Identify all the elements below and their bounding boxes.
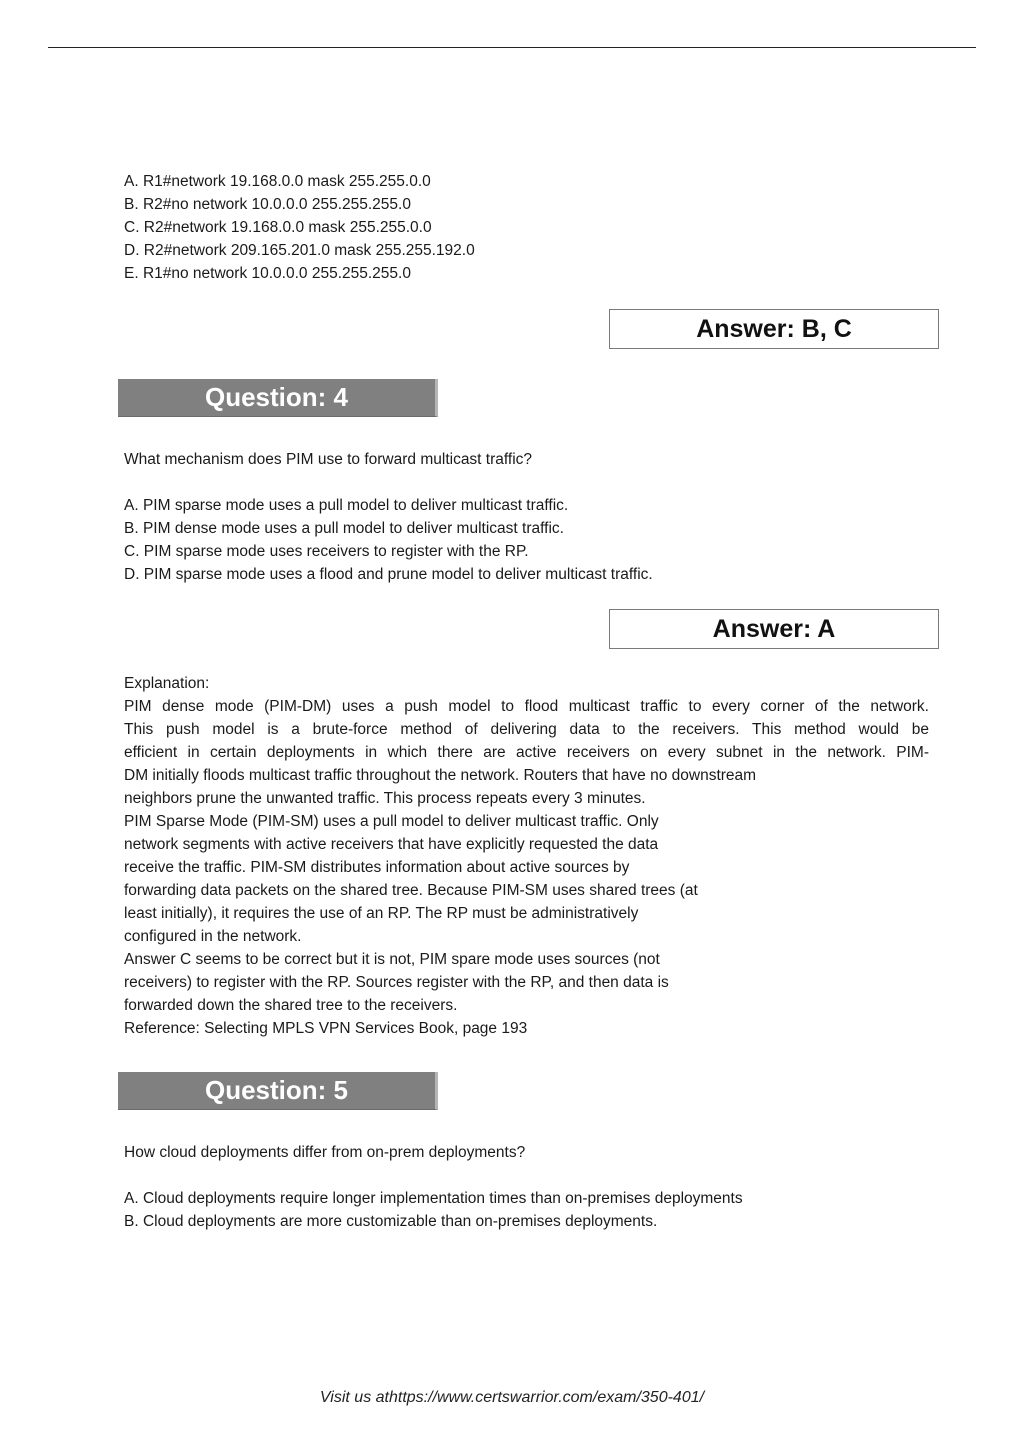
q3-option-b: B. R2#no network 10.0.0.0 255.255.255.0 xyxy=(124,196,411,213)
q4-title-bar: Question: 4 xyxy=(118,379,438,417)
footer-website-link[interactable]: Visit us athttps://www.certswarrior.com/exam/350-401/ xyxy=(319,1389,705,1406)
q5-prompt-block xyxy=(124,1141,929,1164)
q4-option-c: C. PIM sparse mode uses receivers to register with the RP. xyxy=(124,543,529,560)
q3-option-e: E. R1#no network 10.0.0.0 255.255.255.0 xyxy=(124,265,411,282)
q3-options-list xyxy=(124,170,929,285)
q4-option-d: D. PIM sparse mode uses a flood and prune model to deliver multicast traffic. xyxy=(124,566,653,583)
explanation-line: least initially), it requires the use of an RP. The RP must be administratively xyxy=(124,905,639,922)
q5-prompt: How cloud deployments differ from on-prem deployments? xyxy=(124,1144,526,1161)
q5-option-a: A. Cloud deployments require longer implementation times than on-premises deployments xyxy=(124,1190,743,1207)
explanation-line: This push model is a brute-force method of delivering data to the receivers. This method would be xyxy=(124,721,929,738)
q3-answer-box: Answer: B, C xyxy=(609,309,939,349)
explanation-heading: Explanation: xyxy=(124,675,210,692)
q4-option-b: B. PIM dense mode uses a pull model to deliver multicast traffic. xyxy=(124,520,564,537)
q5-options-list xyxy=(124,1187,929,1233)
q4-prompt: What mechanism does PIM use to forward multicast traffic? xyxy=(124,451,533,468)
explanation-line: configured in the network. xyxy=(124,928,302,945)
q3-option-d: D. R2#network 209.165.201.0 mask 255.255.192.0 xyxy=(124,242,475,259)
explanation-line: PIM Sparse Mode (PIM-SM) uses a pull model to deliver multicast traffic. Only xyxy=(124,813,659,830)
header-rule xyxy=(48,47,976,48)
q5-option-b: B. Cloud deployments are more customizable than on-premises deployments. xyxy=(124,1213,658,1230)
explanation-line: forwarding data packets on the shared tree. Because PIM-SM uses shared trees (at xyxy=(124,882,698,899)
explanation-line: efficient in certain deployments in which there are active receivers on every subnet in the network. PIM- xyxy=(124,744,929,761)
explanation-line: receivers) to register with the RP. Sources register with the RP, and then data is xyxy=(124,974,669,991)
q5-title-bar: Question: 5 xyxy=(118,1072,438,1110)
explanation-line: forwarded down the shared tree to the receivers. xyxy=(124,997,458,1014)
q4-explanation xyxy=(124,672,929,1040)
explanation-line: neighbors prune the unwanted traffic. This process repeats every 3 minutes. xyxy=(124,790,646,807)
q4-option-a: A. PIM sparse mode uses a pull model to deliver multicast traffic. xyxy=(124,497,569,514)
q3-option-c: C. R2#network 19.168.0.0 mask 255.255.0.0 xyxy=(124,219,432,236)
explanation-line: network segments with active receivers that have explicitly requested the data xyxy=(124,836,659,853)
q4-answer-box: Answer: A xyxy=(609,609,939,649)
explanation-line: PIM dense mode (PIM-DM) uses a push model to flood multicast traffic to every corner of the network. xyxy=(124,698,929,715)
q3-option-a: A. R1#network 19.168.0.0 mask 255.255.0.0 xyxy=(124,173,431,190)
q4-options-list xyxy=(124,494,929,586)
explanation-line: Answer C seems to be correct but it is not, PIM spare mode uses sources (not xyxy=(124,951,660,968)
explanation-line: DM initially floods multicast traffic throughout the network. Routers that have no downstream xyxy=(124,767,757,784)
reference-line: Reference: Selecting MPLS VPN Services Book, page 193 xyxy=(124,1020,528,1037)
explanation-line: receive the traffic. PIM-SM distributes information about active sources by xyxy=(124,859,630,876)
q4-prompt-block xyxy=(124,448,929,471)
